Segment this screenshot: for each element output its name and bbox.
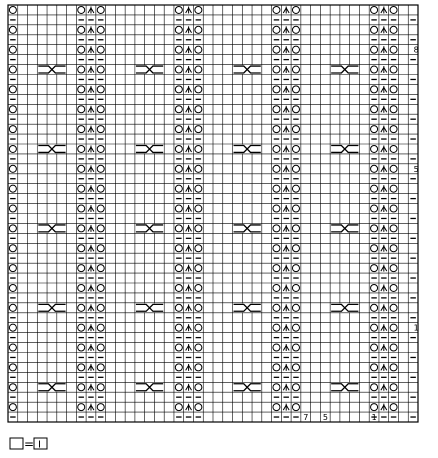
yarn-over-symbol (195, 66, 202, 73)
yarn-over-symbol (292, 344, 299, 351)
yarn-over-symbol (195, 145, 202, 152)
yarn-over-symbol (273, 145, 280, 152)
yarn-over-symbol (273, 86, 280, 93)
yarn-over-symbol (97, 6, 104, 13)
yarn-over-symbol (97, 46, 104, 53)
yarn-over-symbol (292, 205, 299, 212)
yarn-over-symbol (9, 344, 16, 351)
yarn-over-symbol (371, 245, 378, 252)
yarn-over-symbol (292, 304, 299, 311)
yarn-over-symbol (195, 384, 202, 391)
yarn-over-symbol (273, 6, 280, 13)
yarn-over-symbol (78, 225, 85, 232)
legend-equals: = (24, 437, 35, 451)
yarn-over-symbol (390, 404, 397, 411)
yarn-over-symbol (195, 364, 202, 371)
yarn-over-symbol (175, 26, 182, 33)
yarn-over-symbol (78, 364, 85, 371)
yarn-over-symbol (371, 205, 378, 212)
yarn-over-symbol (97, 265, 104, 272)
row-number: 5 (413, 164, 419, 174)
yarn-over-symbol (371, 225, 378, 232)
yarn-over-symbol (292, 26, 299, 33)
yarn-over-symbol (371, 185, 378, 192)
yarn-over-symbol (390, 185, 397, 192)
legend (10, 437, 47, 451)
yarn-over-symbol (175, 46, 182, 53)
yarn-over-symbol (78, 126, 85, 133)
yarn-over-symbol (195, 126, 202, 133)
yarn-over-symbol (9, 46, 16, 53)
yarn-over-symbol (292, 6, 299, 13)
yarn-over-symbol (371, 304, 378, 311)
yarn-over-symbol (9, 145, 16, 152)
yarn-over-symbol (371, 284, 378, 291)
yarn-over-symbol (292, 364, 299, 371)
yarn-over-symbol (390, 126, 397, 133)
yarn-over-symbol (390, 265, 397, 272)
yarn-over-symbol (97, 26, 104, 33)
yarn-over-symbol (175, 185, 182, 192)
yarn-over-symbol (175, 6, 182, 13)
yarn-over-symbol (175, 384, 182, 391)
yarn-over-symbol (273, 344, 280, 351)
yarn-over-symbol (273, 66, 280, 73)
yarn-over-symbol (292, 324, 299, 331)
yarn-over-symbol (195, 205, 202, 212)
yarn-over-symbol (175, 245, 182, 252)
yarn-over-symbol (97, 106, 104, 113)
yarn-over-symbol (371, 26, 378, 33)
yarn-over-symbol (273, 106, 280, 113)
yarn-over-symbol (390, 324, 397, 331)
yarn-over-symbol (97, 245, 104, 252)
yarn-over-symbol (175, 225, 182, 232)
yarn-over-symbol (390, 86, 397, 93)
yarn-over-symbol (9, 265, 16, 272)
yarn-over-symbol (390, 66, 397, 73)
yarn-over-symbol (390, 284, 397, 291)
yarn-over-symbol (9, 165, 16, 172)
yarn-over-symbol (273, 225, 280, 232)
yarn-over-symbol (9, 304, 16, 311)
yarn-over-symbol (273, 185, 280, 192)
row-number: 8 (413, 45, 419, 55)
yarn-over-symbol (97, 145, 104, 152)
yarn-over-symbol (273, 384, 280, 391)
yarn-over-symbol (78, 265, 85, 272)
yarn-over-symbol (390, 106, 397, 113)
yarn-over-symbol (273, 364, 280, 371)
yarn-over-symbol (78, 86, 85, 93)
yarn-over-symbol (78, 245, 85, 252)
yarn-over-symbol (78, 165, 85, 172)
yarn-over-symbol (371, 165, 378, 172)
yarn-over-symbol (273, 26, 280, 33)
yarn-over-symbol (371, 384, 378, 391)
yarn-over-symbol (390, 145, 397, 152)
yarn-over-symbol (195, 265, 202, 272)
yarn-over-symbol (371, 66, 378, 73)
yarn-over-symbol (9, 284, 16, 291)
column-number: 1 (371, 413, 377, 423)
yarn-over-symbol (292, 165, 299, 172)
yarn-over-symbol (97, 126, 104, 133)
yarn-over-symbol (78, 304, 85, 311)
yarn-over-symbol (9, 404, 16, 411)
yarn-over-symbol (292, 145, 299, 152)
row-number: 1 (413, 323, 419, 333)
yarn-over-symbol (78, 6, 85, 13)
yarn-over-symbol (195, 46, 202, 53)
yarn-over-symbol (9, 6, 16, 13)
yarn-over-symbol (273, 265, 280, 272)
yarn-over-symbol (292, 185, 299, 192)
column-number: 7 (303, 413, 309, 423)
yarn-over-symbol (97, 225, 104, 232)
yarn-over-symbol (175, 205, 182, 212)
yarn-over-symbol (9, 66, 16, 73)
yarn-over-symbol (175, 344, 182, 351)
yarn-over-symbol (390, 245, 397, 252)
yarn-over-symbol (371, 145, 378, 152)
yarn-over-symbol (195, 344, 202, 351)
yarn-over-symbol (78, 384, 85, 391)
yarn-over-symbol (273, 245, 280, 252)
yarn-over-symbol (175, 126, 182, 133)
yarn-over-symbol (175, 304, 182, 311)
yarn-over-symbol (195, 185, 202, 192)
yarn-over-symbol (273, 324, 280, 331)
yarn-over-symbol (195, 284, 202, 291)
yarn-over-symbol (195, 225, 202, 232)
yarn-over-symbol (273, 404, 280, 411)
yarn-over-symbol (78, 66, 85, 73)
column-number: 5 (322, 413, 328, 423)
yarn-over-symbol (97, 344, 104, 351)
yarn-over-symbol (371, 86, 378, 93)
yarn-over-symbol (175, 106, 182, 113)
yarn-over-symbol (273, 46, 280, 53)
yarn-over-symbol (273, 165, 280, 172)
yarn-over-symbol (273, 304, 280, 311)
yarn-over-symbol (97, 284, 104, 291)
yarn-over-symbol (9, 205, 16, 212)
legend-knit-symbol: I (38, 439, 41, 451)
yarn-over-symbol (78, 185, 85, 192)
yarn-over-symbol (273, 126, 280, 133)
yarn-over-symbol (390, 46, 397, 53)
yarn-over-symbol (390, 225, 397, 232)
yarn-over-symbol (195, 245, 202, 252)
yarn-over-symbol (9, 384, 16, 391)
yarn-over-symbol (78, 145, 85, 152)
yarn-over-symbol (292, 106, 299, 113)
yarn-over-symbol (390, 26, 397, 33)
yarn-over-symbol (292, 384, 299, 391)
yarn-over-symbol (292, 404, 299, 411)
yarn-over-symbol (175, 404, 182, 411)
yarn-over-symbol (371, 46, 378, 53)
yarn-over-symbol (97, 404, 104, 411)
yarn-over-symbol (390, 344, 397, 351)
yarn-over-symbol (9, 185, 16, 192)
yarn-over-symbol (175, 165, 182, 172)
yarn-over-symbol (371, 265, 378, 272)
yarn-over-symbol (78, 344, 85, 351)
yarn-over-symbol (97, 324, 104, 331)
yarn-over-symbol (9, 324, 16, 331)
yarn-over-symbol (292, 245, 299, 252)
yarn-over-symbol (371, 106, 378, 113)
yarn-over-symbol (390, 205, 397, 212)
yarn-over-symbol (9, 225, 16, 232)
yarn-over-symbol (97, 165, 104, 172)
yarn-over-symbol (97, 304, 104, 311)
yarn-over-symbol (371, 324, 378, 331)
yarn-over-symbol (371, 126, 378, 133)
yarn-over-symbol (78, 26, 85, 33)
yarn-over-symbol (97, 86, 104, 93)
yarn-over-symbol (78, 284, 85, 291)
yarn-over-symbol (78, 46, 85, 53)
yarn-over-symbol (175, 66, 182, 73)
yarn-over-symbol (78, 106, 85, 113)
yarn-over-symbol (292, 86, 299, 93)
yarn-over-symbol (175, 324, 182, 331)
yarn-over-symbol (273, 284, 280, 291)
yarn-over-symbol (9, 106, 16, 113)
yarn-over-symbol (9, 245, 16, 252)
yarn-over-symbol (97, 205, 104, 212)
yarn-over-symbol (195, 304, 202, 311)
yarn-over-symbol (9, 26, 16, 33)
yarn-over-symbol (292, 126, 299, 133)
yarn-over-symbol (292, 265, 299, 272)
yarn-over-symbol (175, 364, 182, 371)
yarn-over-symbol (292, 46, 299, 53)
yarn-over-symbol (390, 364, 397, 371)
yarn-over-symbol (390, 304, 397, 311)
yarn-over-symbol (175, 265, 182, 272)
yarn-over-symbol (292, 66, 299, 73)
yarn-over-symbol (78, 205, 85, 212)
yarn-over-symbol (371, 404, 378, 411)
yarn-over-symbol (9, 364, 16, 371)
yarn-over-symbol (292, 284, 299, 291)
yarn-over-symbol (97, 66, 104, 73)
yarn-over-symbol (273, 205, 280, 212)
chart-symbols (9, 6, 415, 417)
yarn-over-symbol (97, 185, 104, 192)
yarn-over-symbol (195, 86, 202, 93)
yarn-over-symbol (97, 364, 104, 371)
yarn-over-symbol (78, 324, 85, 331)
yarn-over-symbol (195, 404, 202, 411)
legend-blank-square (10, 438, 23, 449)
yarn-over-symbol (195, 6, 202, 13)
yarn-over-symbol (292, 225, 299, 232)
yarn-over-symbol (371, 344, 378, 351)
yarn-over-symbol (371, 364, 378, 371)
yarn-over-symbol (175, 86, 182, 93)
yarn-over-symbol (175, 284, 182, 291)
yarn-over-symbol (371, 6, 378, 13)
yarn-over-symbol (390, 6, 397, 13)
yarn-over-symbol (195, 324, 202, 331)
yarn-over-symbol (390, 165, 397, 172)
yarn-over-symbol (97, 384, 104, 391)
yarn-over-symbol (195, 165, 202, 172)
yarn-over-symbol (390, 384, 397, 391)
yarn-over-symbol (195, 106, 202, 113)
yarn-over-symbol (9, 126, 16, 133)
yarn-over-symbol (195, 26, 202, 33)
yarn-over-symbol (78, 404, 85, 411)
yarn-over-symbol (175, 145, 182, 152)
yarn-over-symbol (9, 86, 16, 93)
